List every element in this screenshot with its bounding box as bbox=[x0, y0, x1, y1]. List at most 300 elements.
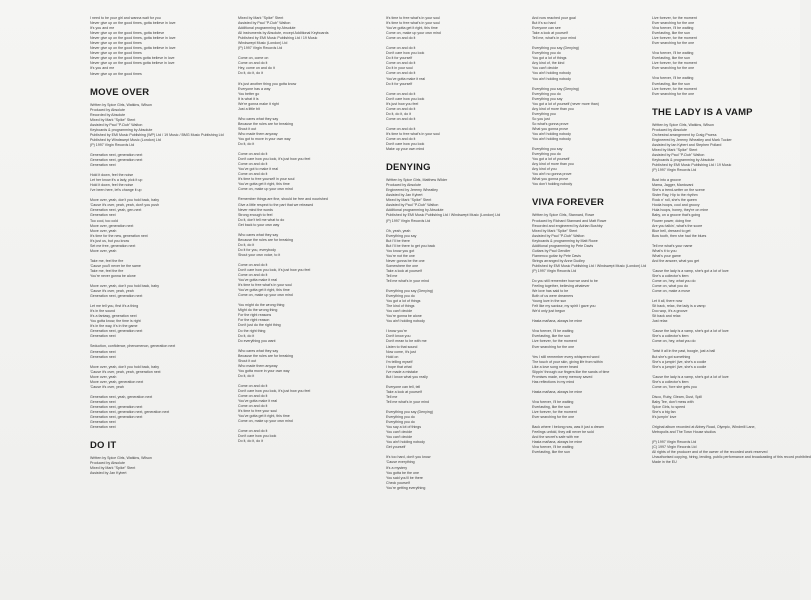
lyric-line: Who made them anyway bbox=[238, 363, 278, 368]
lyric-line: Assisted by Paul "P-Dub" Walton bbox=[532, 233, 585, 238]
lyric-line: Do you still remember how we used to be bbox=[532, 279, 598, 284]
lyric-line: Spice Girls, to speed bbox=[652, 404, 686, 409]
lyric-line: Do it, do it, do it bbox=[386, 111, 411, 116]
lyric-line: Sit back and relax bbox=[652, 314, 681, 319]
lyrics-column-3 bbox=[386, 16, 526, 496]
lyric-line: Written by Spice Girls, Watkins, Wilson bbox=[90, 102, 152, 107]
lyric-line: Just relax bbox=[652, 319, 668, 324]
lyric-line: Come on and do it bbox=[238, 404, 268, 409]
lyrics-column-4 bbox=[532, 16, 672, 460]
lyric-stanza bbox=[386, 178, 526, 223]
lyric-stanza bbox=[652, 244, 792, 264]
lyric-line: Everyone can tell, tell bbox=[386, 384, 421, 389]
lyric-stanza bbox=[652, 76, 792, 96]
lyric-line: Who cares what they say bbox=[238, 232, 279, 237]
lyrics-column-2 bbox=[238, 16, 378, 449]
lyric-line: Promises made, every memory saved bbox=[532, 374, 593, 379]
lyric-stanza bbox=[652, 329, 792, 344]
lyric-stanza bbox=[386, 46, 526, 86]
lyric-line: Do it, do it bbox=[238, 373, 255, 378]
lyric-stanza bbox=[90, 198, 230, 254]
lyric-line: You've gotta get it right, this time bbox=[238, 182, 290, 187]
lyric-line: Twist it all in the past, boogie, just a ball bbox=[652, 349, 716, 354]
lyric-line: Tell me bbox=[386, 273, 398, 278]
lyric-line: Flamenco guitar by Pete Davis bbox=[532, 253, 581, 258]
lyric-line: Shout your own voice, to it bbox=[238, 252, 281, 257]
lyric-line: 'Cause it's over, yeah, yeah bbox=[90, 289, 134, 294]
lyric-line: Unauthorised copying, hiring, lending, public performance and broadcasting of this record prohibited bbox=[652, 455, 811, 460]
lyric-line: Don't care how you look, it's just how you feel bbox=[238, 389, 311, 393]
lyric-line: Take a look at yourself bbox=[386, 389, 422, 394]
stanza-gap bbox=[386, 152, 526, 157]
lyric-line: 'Cause the lady is a vamp, she's got a lot of love bbox=[652, 329, 729, 334]
lyric-line: Generation next, generation next bbox=[90, 329, 143, 334]
lyric-line: It's time to free what's in your soul bbox=[386, 16, 440, 20]
lyric-stanza bbox=[238, 117, 378, 147]
lyric-line: Written by Spice Girls, Watkins, Wilson bbox=[652, 122, 714, 127]
lyric-line: But I'll be there to get you back bbox=[386, 243, 436, 248]
lyric-line: Don't care how you look bbox=[386, 96, 425, 101]
lyric-line: You can't decide bbox=[386, 430, 413, 435]
lyric-stanza bbox=[238, 152, 378, 192]
lyric-line: Back where I belong now, was it just a dream bbox=[532, 425, 604, 430]
lyric-line: Everlasting, like the sun bbox=[652, 81, 690, 86]
lyric-line: Do it, do it bbox=[238, 142, 255, 147]
lyric-line: Viva forever, I'll be waiting bbox=[652, 26, 694, 31]
lyric-line: Check yourself bbox=[386, 480, 410, 485]
lyric-line: Let it all, there now bbox=[652, 299, 683, 304]
lyric-stanza bbox=[386, 329, 526, 379]
lyric-line: Strings arranged by Anne Dudley bbox=[532, 258, 585, 263]
lyric-stanza bbox=[652, 16, 792, 46]
lyric-line: Generation next bbox=[90, 399, 116, 404]
lyric-line: Assisted by Jan Kybert bbox=[386, 193, 423, 198]
lyric-line: Like a love song never heard bbox=[532, 364, 579, 369]
lyric-line: Live forever, for the moment bbox=[532, 410, 577, 414]
lyric-line: Listen to that sound bbox=[386, 344, 418, 349]
lyric-line: Come on and do it bbox=[386, 91, 416, 96]
lyric-line: You ain't holding nobody bbox=[532, 71, 571, 76]
lyric-stanza bbox=[652, 440, 811, 465]
lyric-line: Additional programming by Pete Davis bbox=[532, 243, 594, 248]
lyric-line: Move over, yeah bbox=[90, 248, 117, 253]
lyric-line: Baby, on a groove that's going bbox=[652, 213, 701, 218]
lyric-line: Come on, make up your own mind bbox=[238, 293, 293, 298]
lyric-line: You ain't holding nobody bbox=[386, 319, 425, 324]
lyric-line: She's a jumpin' jive, she's a coolie bbox=[652, 364, 707, 369]
lyric-line: Mixed by Mark "Spike" Stent bbox=[652, 147, 698, 152]
lyric-stanza bbox=[386, 229, 526, 285]
lyric-line: Everything you say bbox=[532, 96, 563, 101]
lyric-line: You can't decide bbox=[532, 66, 559, 71]
lyric-line: It's time to free what's in your soul bbox=[386, 131, 440, 136]
lyric-stanza bbox=[238, 233, 378, 258]
lyric-stanza bbox=[532, 16, 672, 41]
lyric-line: Come on, hey, what you do bbox=[652, 339, 696, 344]
stanza-gap bbox=[532, 187, 672, 192]
lyric-line: For the right reasons bbox=[238, 313, 272, 318]
lyric-line: Come on, make a move bbox=[652, 289, 691, 294]
lyric-line: Come on and do it bbox=[386, 36, 416, 41]
lyric-line: It's you and me bbox=[90, 66, 115, 71]
lyric-line: It's in the way, it's in the game bbox=[90, 324, 138, 329]
stanza-gap bbox=[90, 77, 230, 82]
lyric-line: Don't just do the right thing bbox=[238, 323, 281, 328]
lyric-line: All instruments by Absolute, except Additional Keyboards bbox=[238, 31, 329, 36]
lyric-line: Published by EMI Music Publishing (WP) Ltd / 19 Music / BMG Music Publishing Ltd bbox=[90, 132, 224, 137]
lyric-stanza bbox=[386, 16, 526, 41]
lyric-line: You got a lot of things bbox=[386, 299, 421, 304]
lyric-line: (P) 1997 Virgin Records Ltd bbox=[532, 268, 577, 273]
lyric-line: What's it to you bbox=[652, 248, 677, 253]
lyric-line: Get back to your own way bbox=[238, 222, 280, 227]
lyric-stanza bbox=[652, 425, 792, 435]
lyric-line: You don't holding nobody bbox=[532, 182, 573, 187]
lyric-line: I hope that what bbox=[386, 364, 412, 369]
lyric-line: Everything you do bbox=[386, 415, 415, 420]
lyric-line: Come on and do it bbox=[386, 46, 416, 51]
lyric-line: Assisted by Ian Kybert and Stephen Pollard bbox=[652, 142, 722, 147]
lyric-line: Seduction, confidence, phenomenon, generation next bbox=[90, 344, 176, 349]
lyric-stanza bbox=[386, 385, 526, 405]
stanza-gap bbox=[90, 476, 230, 481]
lyric-line: Oh, yeah, yeah bbox=[386, 228, 411, 233]
lyric-line: Made in the EU bbox=[652, 460, 677, 465]
lyric-line: You've gotta make it real bbox=[386, 76, 426, 81]
lyric-line: Everything you do bbox=[532, 51, 561, 56]
lyric-line: Bust into a groove bbox=[652, 178, 681, 183]
lyric-line: Mixed by Mark "Spike" Stent bbox=[90, 466, 136, 471]
lyric-line: Feelings unfold, they will never be sold bbox=[532, 430, 594, 435]
lyric-stanza bbox=[90, 395, 230, 430]
lyric-line: Give a little respect to the part that we released bbox=[238, 202, 314, 207]
lyric-line: Ever searching for the one bbox=[652, 41, 695, 46]
lyric-line: Come on, make up your own mind bbox=[238, 419, 293, 424]
lyric-line: Might do the wrong thing bbox=[238, 308, 278, 313]
lyric-line: Viva forever, I'll be waiting bbox=[532, 445, 574, 450]
lyric-line: You've gotta get it right, this time bbox=[386, 26, 438, 31]
lyric-line: You got a lot of yourself bbox=[532, 157, 570, 162]
lyric-line: Live forever, for the moment bbox=[652, 36, 697, 41]
lyric-line: Never give up on the good times, gotta believe in love bbox=[90, 21, 176, 26]
lyric-line: Produced by Absolute bbox=[90, 107, 125, 112]
lyric-line: Come on, make up your own mind bbox=[386, 31, 441, 36]
lyric-line: Never give up on the good times, gotta believe in love bbox=[90, 36, 176, 41]
lyric-line: It's time for the new, generation next bbox=[90, 233, 148, 238]
lyrics-column-1 bbox=[90, 16, 230, 481]
lyric-line: Don't know you bbox=[386, 334, 411, 339]
lyric-line: You've got to make it real bbox=[238, 167, 279, 172]
lyric-line: Never give up on the good times bbox=[90, 71, 142, 76]
lyric-line: Strong enough to feel bbox=[238, 212, 273, 217]
lyric-stanza bbox=[652, 395, 792, 420]
lyric-line: Hoola hoops, cool and groovy bbox=[652, 203, 700, 208]
lyric-line: You got to move in your own way bbox=[238, 136, 291, 141]
lyric-line: Hold on bbox=[386, 354, 399, 359]
lyric-line: 'Cause the lady is a vamp, she's got a lot of love bbox=[652, 374, 729, 379]
lyric-line: Ever searching for the one bbox=[532, 344, 575, 349]
lyric-stanza bbox=[90, 259, 230, 279]
lyric-line: All rights of the producer and of the owner of the recorded work reserved bbox=[652, 450, 768, 455]
lyric-line: Everlasting, like the sun bbox=[532, 450, 570, 455]
lyric-line: Don't mean to be with me bbox=[386, 339, 427, 344]
lyric-line: Never give up on the good times bbox=[90, 51, 142, 56]
lyric-line: I know you're bbox=[386, 329, 408, 334]
lyric-line: It's jumpin' love bbox=[652, 415, 677, 419]
lyric-line: I've been here, let's change it up bbox=[90, 188, 142, 193]
lyric-line: Do it, do it, do it bbox=[238, 439, 263, 444]
lyric-line: Hasta mañana, always be mine bbox=[532, 319, 583, 324]
lyric-line: We love has said to be bbox=[532, 289, 569, 294]
lyric-stanza bbox=[652, 123, 792, 173]
lyric-stanza bbox=[386, 410, 526, 450]
lyric-line: Come on, come on bbox=[238, 56, 269, 61]
lyric-line: Baby Tee, don't mess with bbox=[652, 399, 694, 404]
stanza-gap bbox=[652, 465, 792, 470]
lyric-line: Generation next bbox=[90, 349, 116, 354]
lyric-line: Metropolis and The Town House studios bbox=[652, 430, 716, 435]
lyric-line: It's just how you feel bbox=[386, 101, 419, 106]
lyric-line: Original album recorded at Abbey Road, Olympic, Windmill Lane, bbox=[652, 425, 756, 430]
lyric-line: Come on and do it bbox=[238, 172, 268, 177]
lyric-line: Never give up on the good times, gotta believe bbox=[90, 31, 165, 36]
lyric-line: Ever searching for the one bbox=[532, 415, 575, 420]
lyric-line: Come on and do it bbox=[238, 273, 268, 278]
lyric-line: Doo wop, it's a groove bbox=[652, 309, 688, 314]
lyric-line: You ain't holding nobody bbox=[532, 76, 571, 81]
lyric-line: But she's got something bbox=[652, 354, 691, 359]
lyric-line: Disco, Ruby, Gleam, Dust, Spill bbox=[652, 394, 702, 399]
lyric-line: You've gotta make it real bbox=[238, 399, 278, 404]
lyric-line: Generation next, generation next bbox=[90, 152, 143, 157]
lyric-line: Written by Spice Girls, Stannard, Rowe bbox=[532, 213, 595, 218]
lyric-line: You've gotta make it real bbox=[238, 278, 278, 283]
lyric-line: Published by Windswept Music (London) Ltd bbox=[90, 137, 161, 142]
lyric-line: Tell me bbox=[386, 394, 398, 399]
lyric-line: Everyone has a way bbox=[238, 86, 271, 91]
lyric-line: But it's so hard bbox=[532, 21, 556, 26]
lyric-line: 'Cause everything bbox=[386, 460, 415, 465]
lyric-line: Never give up on the good times, gotta believe in love bbox=[90, 46, 176, 51]
lyric-line: Slippin' through our fingers like the sands of time bbox=[532, 369, 610, 374]
lyric-stanza bbox=[238, 56, 378, 76]
lyric-line: Move over, yeah, don't you hold back, baby bbox=[90, 198, 160, 203]
lyric-line: Sister Ray, Hip to the rhythm bbox=[652, 193, 698, 198]
lyric-line: Never give up on the good times gotta believe in love bbox=[90, 56, 175, 61]
lyric-line: Additional programming by Absolute bbox=[386, 208, 444, 213]
lyric-line: Set me free, generation next bbox=[90, 243, 136, 248]
lyric-line: Everything you do bbox=[386, 420, 415, 425]
lyric-line: Assisted by Paul "P-Dub" Walton bbox=[238, 21, 291, 26]
lyric-stanza bbox=[90, 16, 230, 77]
lyric-line: Who cares what they say bbox=[238, 116, 279, 121]
lyric-line: It's just another thing you gotta know bbox=[238, 81, 297, 86]
lyric-stanza bbox=[386, 455, 526, 490]
lyric-line: It's time to free yourself in your soul bbox=[238, 177, 295, 182]
lyric-line: Shout it out bbox=[238, 126, 257, 131]
lyric-line: Too cool, too cold bbox=[90, 218, 118, 223]
lyric-line: Everlasting, like the sun bbox=[652, 56, 690, 61]
lyric-line: 'Cause it's over, yeah, yeah, don't you push bbox=[90, 203, 159, 208]
lyric-line: But I'll be there bbox=[386, 238, 410, 243]
lyric-line: Do the right thing bbox=[238, 328, 266, 333]
lyric-line: For the right reason bbox=[238, 318, 270, 323]
lyric-line: You said you'll be there bbox=[386, 475, 423, 480]
lyric-line: Published by EMI Music Publishing Ltd / 19 Music bbox=[652, 163, 732, 168]
lyric-line: Generation next, yeah, generation next bbox=[90, 394, 153, 399]
lyric-line: Published by EMI Music Publishing Ltd / Windswept Music (London) Ltd bbox=[386, 213, 501, 218]
lyric-line: Everything you say bbox=[532, 147, 563, 152]
lyric-line: You gotta move in your own way bbox=[238, 368, 290, 373]
lyric-line: (P) 1997 Virgin Records Ltd bbox=[652, 168, 697, 173]
lyric-line: Live forever, for the moment bbox=[652, 61, 697, 66]
lyric-line: She's a collector's item bbox=[652, 334, 689, 339]
lyric-line: Assisted by Paul "P-Dub" Walton bbox=[386, 203, 439, 208]
lyric-line: Generation next bbox=[90, 163, 116, 168]
lyric-line: But I know what you really bbox=[386, 374, 428, 379]
lyric-stanza bbox=[532, 213, 672, 274]
lyric-line: Are you talkin', what's the score bbox=[652, 223, 703, 228]
lyric-line: You got a lot of yourself (never more than) bbox=[532, 101, 599, 106]
lyric-line: Do everything you want bbox=[238, 338, 276, 343]
lyric-line: Any kind of you bbox=[532, 167, 557, 172]
lyric-line: Engineered by Jeremy Wheatley and Mark Tucker bbox=[652, 137, 732, 142]
lyric-line: Orchestral arrangement by Craig Pruess bbox=[652, 132, 717, 137]
lyric-line: Do it, do it, do it bbox=[238, 71, 263, 76]
lyric-line: Hula hoops, honey, they're on mine bbox=[652, 208, 709, 213]
lyric-line: Published by EMI Music Publishing Ltd / Windswept Music (London) Ltd bbox=[532, 263, 647, 268]
lyric-line: Do it, don't tell me what to do bbox=[238, 217, 285, 222]
lyric-line: We'd only just begun bbox=[532, 309, 566, 314]
lyric-line: Generation next bbox=[90, 354, 116, 359]
lyric-line: Everlasting, like the sun bbox=[532, 334, 570, 339]
lyric-line: Everlasting, like the sun bbox=[532, 404, 570, 409]
lyric-line: Tell me what's your name bbox=[652, 243, 693, 248]
lyric-stanza bbox=[652, 299, 792, 324]
lyric-line: You ain't no gonna prove bbox=[532, 172, 572, 177]
lyric-line: Everything you say (Denying) bbox=[532, 86, 579, 91]
lyric-line: Move over, yeah, generation next bbox=[90, 379, 144, 384]
lyric-line: You got a lot of things bbox=[532, 56, 567, 61]
lyric-line: Come on and do it bbox=[238, 61, 268, 66]
song-title: MOVE OVER bbox=[90, 86, 150, 98]
lyric-line: Everything you say (Denying) bbox=[386, 410, 433, 415]
lyric-line: Live forever, for the moment bbox=[652, 86, 697, 91]
lyric-line: Generation next, generation next bbox=[90, 415, 143, 420]
lyric-line: Get yourself bbox=[386, 445, 406, 450]
lyric-line: Generation next bbox=[90, 420, 116, 425]
lyric-line: I'm telling myself bbox=[386, 359, 413, 364]
lyric-stanza bbox=[238, 82, 378, 112]
lyric-line: It's you and me bbox=[90, 26, 115, 31]
lyric-stanza bbox=[532, 355, 672, 385]
lyric-line: Move over, yeah bbox=[90, 374, 117, 379]
lyric-line: Produced by Absolute bbox=[652, 127, 687, 132]
lyric-line: We're gonna make it right bbox=[238, 101, 279, 106]
lyric-line: Do it, do it bbox=[238, 333, 255, 338]
lyric-line: Rock n' roll, she's the queen bbox=[652, 198, 697, 203]
lyric-line: Come on, make up your own mind bbox=[238, 187, 293, 192]
lyric-stanza bbox=[386, 92, 526, 122]
lyric-line: You're getting everything bbox=[386, 485, 426, 490]
lyric-line: Mama, Jagger, Mantovani bbox=[652, 183, 694, 188]
lyric-line: Written by Spice Girls, Matthew Wilder bbox=[386, 178, 448, 183]
lyric-line: Do it for yourself bbox=[386, 56, 413, 61]
lyric-line: She's a jumpin' jive, she's a coolie bbox=[652, 359, 707, 364]
lyric-line: Do it for you, everybody bbox=[238, 247, 276, 252]
lyric-line: It's just us, but you know bbox=[90, 238, 130, 243]
lyric-line: Come on and do it bbox=[386, 126, 416, 131]
lyric-line: Come on and do it bbox=[386, 61, 416, 66]
lyric-stanza bbox=[238, 384, 378, 424]
lyric-line: Never give up on the good times bbox=[90, 41, 142, 46]
lyric-line: Come on, hey, what you do bbox=[652, 278, 696, 283]
lyric-line: It's a fantasy, generation next bbox=[90, 314, 137, 319]
lyric-line: It's a mystery bbox=[386, 465, 408, 470]
lyric-line: Live forever, for the moment bbox=[532, 339, 577, 344]
lyric-stanza bbox=[386, 127, 526, 152]
lyric-line: She's a trend-setter on the scene bbox=[652, 188, 705, 193]
lyric-line: You gotta be the one bbox=[386, 470, 420, 475]
lyric-line: Viva forever, I'll be waiting bbox=[652, 51, 694, 56]
lyric-line: Do it for yourself bbox=[386, 81, 413, 86]
stanza-gap bbox=[90, 430, 230, 435]
lyric-line: You ain't holding nobody bbox=[532, 131, 571, 136]
lyric-line: It's time to free what's in your soul bbox=[238, 283, 292, 288]
lyric-line: Just a little bit bbox=[238, 106, 260, 111]
lyric-line: Don't care how you look, it's just how you feel bbox=[238, 157, 311, 162]
lyric-line: Come on, what you do bbox=[652, 284, 688, 289]
lyric-line: 'Cause you'll never be the same bbox=[90, 263, 141, 268]
lyric-line: Live forever, for the moment bbox=[652, 16, 697, 20]
lyric-line: Who made them anyway bbox=[238, 131, 278, 136]
lyric-line: You better go bbox=[238, 91, 260, 96]
lyric-line: Hasta mañana, always be mine bbox=[532, 440, 583, 445]
lyric-line: And the answer, what you get bbox=[652, 258, 700, 263]
lyric-line: Remember things are fine, should be free and nourished bbox=[238, 197, 328, 202]
lyric-line: You ain't holding nobody bbox=[532, 137, 571, 142]
lyric-line: You're not the one bbox=[386, 253, 415, 258]
lyric-line: Never gonna be the one bbox=[386, 258, 425, 263]
lyric-stanza bbox=[90, 153, 230, 168]
lyric-line: Assisted by Paul "P-Dub" Walton bbox=[652, 152, 705, 157]
lyric-line: Flower power, doing fine bbox=[652, 218, 691, 223]
lyric-line: Come on and do it bbox=[238, 162, 268, 167]
lyric-line: You might do the wrong thing bbox=[238, 303, 285, 308]
lyric-line: Move over, yeah, don't you hold back, baby bbox=[90, 364, 160, 369]
lyric-line: It's too hard, don't you know bbox=[386, 455, 431, 460]
lyric-line: Written by Spice Girls, Watkins, Wilson bbox=[90, 456, 152, 461]
lyric-stanza bbox=[90, 103, 230, 148]
lyric-line: 'Cause it's over, yeah, yeah, generation next bbox=[90, 369, 161, 374]
lyric-line: Come on and do it bbox=[386, 71, 416, 76]
lyric-stanza bbox=[90, 344, 230, 359]
lyric-stanza bbox=[238, 303, 378, 343]
lyric-line: (C) 1997 Virgin Records Ltd bbox=[652, 445, 697, 450]
lyric-line: Now come, it's just bbox=[386, 349, 416, 354]
lyric-line: So you just bbox=[532, 116, 550, 121]
lyric-stanza bbox=[90, 284, 230, 299]
lyric-stanza bbox=[532, 425, 672, 455]
lyric-line: She's a collector's item bbox=[652, 273, 689, 278]
lyric-line: It's in the sound bbox=[90, 309, 116, 314]
lyric-line: Produced by Absolute bbox=[90, 461, 125, 466]
lyric-line: The kind of things bbox=[386, 304, 415, 309]
lyric-line: Sit back, relax, the lady is a vamp bbox=[652, 304, 706, 309]
lyric-line: Because the rules are for breaking bbox=[238, 121, 293, 126]
lyric-line: You can't decide bbox=[386, 435, 413, 440]
lyric-line: Tell me what's in your mind bbox=[386, 279, 430, 284]
